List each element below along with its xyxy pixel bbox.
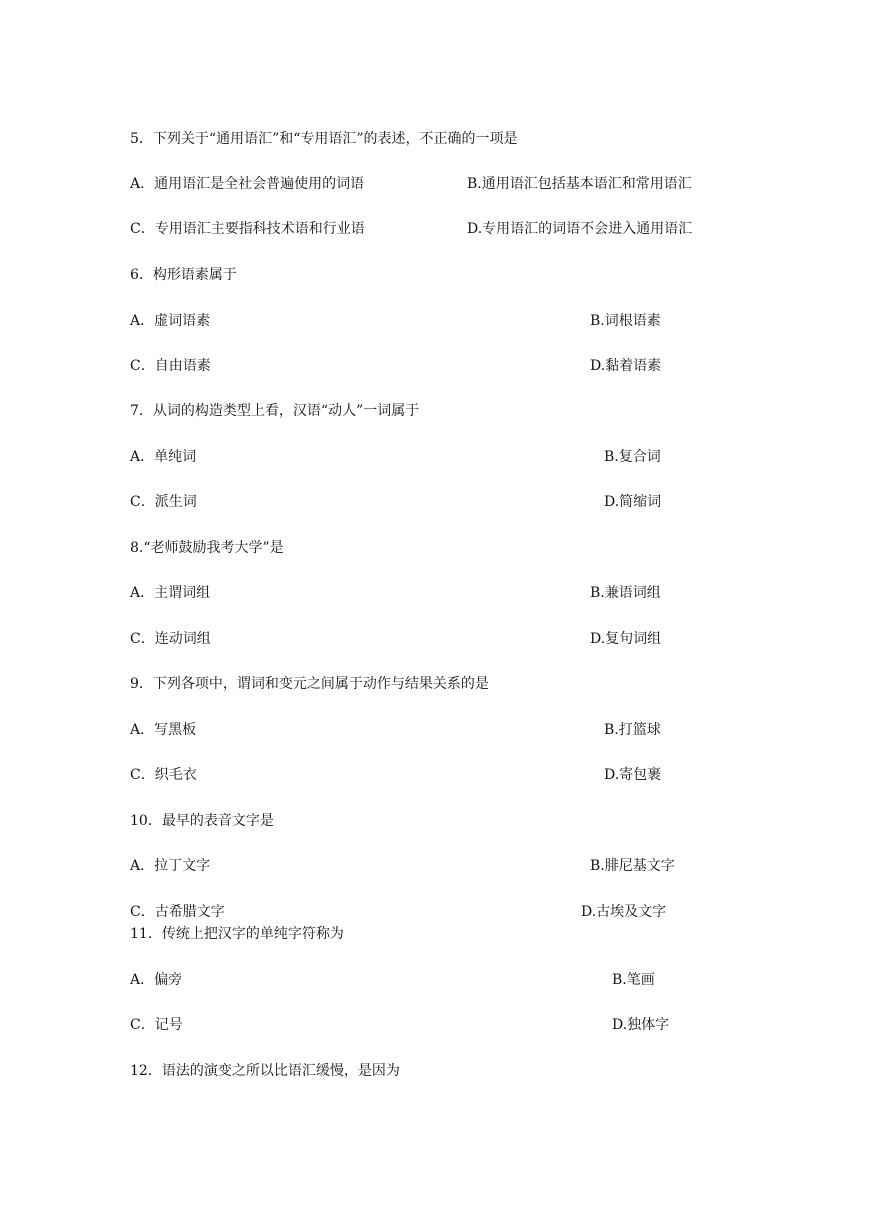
- question-10-stem: 10．最早的表音文字是: [130, 813, 274, 829]
- question-5-option-c: C．专用语汇主要指科技术语和行业语: [130, 221, 365, 237]
- question-9-option-d: D.寄包裹: [604, 767, 662, 783]
- question-6-option-a: A．虚词语素: [130, 313, 211, 329]
- question-9-option-c: C．织毛衣: [130, 767, 197, 783]
- question-5-stem: 5．下列关于“通用语汇”和“专用语汇”的表述，不正确的一项是: [130, 131, 518, 147]
- question-5-option-a: A．通用语汇是全社会普遍使用的词语: [130, 176, 365, 192]
- question-7-option-a: A．单纯词: [130, 449, 197, 465]
- question-9-stem: 9．下列各项中，谓词和变元之间属于动作与结果关系的是: [130, 676, 489, 692]
- question-7-option-b: B.复合词: [604, 449, 661, 465]
- question-8-stem: 8.“老师鼓励我考大学”是: [130, 540, 284, 556]
- question-8-option-c: C．连动词组: [130, 631, 211, 647]
- question-11-option-c: C．记号: [130, 1017, 183, 1033]
- question-6-option-b: B.词根语素: [590, 313, 661, 329]
- question-9-option-a: A．写黑板: [130, 722, 197, 738]
- question-10-option-b: B.腓尼基文字: [590, 858, 675, 874]
- question-8-option-a: A．主谓词组: [130, 585, 211, 601]
- question-5-option-d: D.专用语汇的词语不会进入通用语汇: [467, 221, 693, 237]
- question-6-option-d: D.黏着语素: [590, 358, 662, 374]
- question-11-option-a: A．偏旁: [130, 972, 183, 988]
- question-6-stem: 6．构形语素属于: [130, 267, 237, 283]
- question-10-option-a: A．拉丁文字: [130, 858, 211, 874]
- question-6-option-c: C．自由语素: [130, 358, 211, 374]
- question-8-option-d: D.复句词组: [590, 631, 662, 647]
- question-11-option-d: D.独体字: [612, 1017, 670, 1033]
- question-9-option-b: B.打篮球: [604, 722, 661, 738]
- question-11-option-b: B.笔画: [612, 972, 655, 988]
- question-7-stem: 7．从词的构造类型上看，汉语“动人”一词属于: [130, 403, 420, 419]
- question-10-option-d: D.古埃及文字: [581, 904, 667, 920]
- question-8-option-b: B.兼语词组: [590, 585, 661, 601]
- question-11-stem: 11．传统上把汉字的单纯字符称为: [130, 926, 344, 942]
- question-12-stem: 12．语法的演变之所以比语汇缓慢，是因为: [130, 1063, 400, 1079]
- question-7-option-c: C．派生词: [130, 494, 197, 510]
- question-10-option-c: C．古希腊文字: [130, 904, 225, 920]
- question-7-option-d: D.简缩词: [604, 494, 662, 510]
- question-5-option-b: B.通用语汇包括基本语汇和常用语汇: [467, 176, 692, 192]
